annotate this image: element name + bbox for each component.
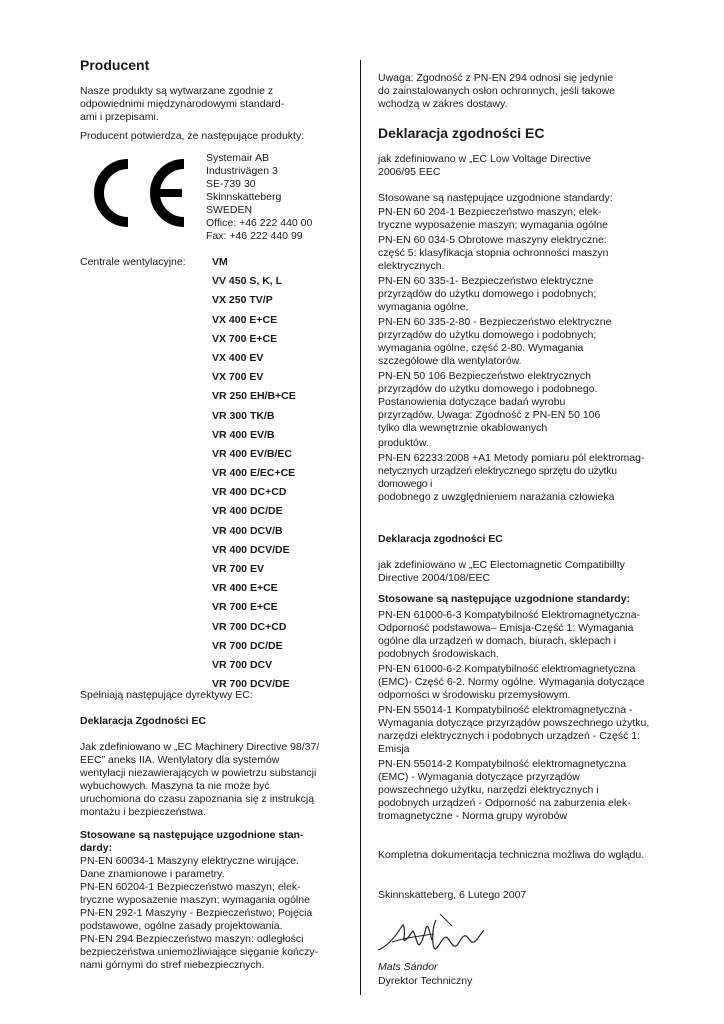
text-line: wchodzą w zakres dostawy.	[378, 98, 508, 110]
model-item: VR 400 E+CE	[212, 582, 278, 595]
text-line: podobnego z uwzględnieniem narażania człowieka	[378, 491, 615, 503]
standard-item	[378, 758, 668, 823]
producer-title: Producent	[80, 57, 150, 73]
text-line: przyrządów do użytku domowego i podobnych;	[378, 329, 597, 341]
model-item: VR 700 DCV	[212, 658, 273, 671]
model-item: VR 400 DCV/B	[212, 524, 283, 537]
text-line: produktów.	[378, 437, 429, 449]
model-item: VR 400 DC/DE	[212, 505, 283, 518]
text-line: Directive 2004/108/EEC	[378, 572, 491, 584]
text-line: PN-EN 61000-6-2 Kompatybilność elektromagnetyczna	[378, 663, 636, 675]
text-line: odpowiednimi międzynarodowymi standard-	[80, 98, 285, 110]
text-line: tryczne wyposażenie maszyn; wymagania ogólne	[80, 894, 310, 906]
lvd-standards-list	[378, 206, 668, 504]
text-line: PN-EN 60 204-1 Bezpieczeństwo maszyn; elek-	[378, 206, 602, 218]
place-date: Skinnskatteberg, 6 Lutego 2007	[378, 889, 527, 901]
text-line: ami i przepisami.	[80, 111, 159, 123]
text-line: PN-EN 50 106 Bezpieczeństwo elektrycznych	[378, 370, 592, 382]
model-item: VR 700 EV	[212, 563, 264, 575]
model-item: VX 400 E+CE	[212, 313, 278, 326]
text-line: Wymagania dotyczące przyrządów powszechnego użytku,	[378, 717, 650, 729]
standard-item	[378, 437, 668, 450]
text-line: Uwaga: Zgodność z PN-EN 294 odnosi się jedynie	[378, 72, 614, 84]
text-line: PN-EN 61000-6-3 Kompatybilność Elektromagnetyczna-	[378, 609, 641, 621]
model-item: VR 700 DCV/DE	[212, 678, 290, 691]
text-line: odporności w środowisku przemysłowym.	[378, 689, 571, 701]
text-line: tryczne wyposażenie maszyn; wymagania ogólne	[378, 219, 608, 231]
text-line: Stosowane są następujące uzgodnione stan-	[80, 829, 304, 841]
model-item: VR 700 E+CE	[212, 601, 278, 614]
text-line: EEC” aneks IIA. Wentylatory dla systemów	[80, 754, 280, 766]
text-line: powszechnego użytku, narzędzi elektrycznych i	[378, 784, 599, 796]
text-line: szczegółowe dla wentylatorów.	[378, 355, 522, 367]
text-line: PN-EN 60034-1 Maszyny elektryczne wirujące.	[80, 855, 299, 867]
text-line: nami górnymi do stref niebezpiecznych.	[80, 959, 265, 971]
address-line: Industrivägen 3	[206, 165, 278, 177]
text-line: wymagania ogólne.	[378, 301, 469, 313]
address-fax: Fax: +46 222 440 99	[206, 230, 303, 242]
text-line: narzędzi elektrycznych i podobnych urządzeń - Część 1:	[378, 730, 641, 742]
lvd-standards-heading: Stosowane są następujące uzgodnione standardy:	[378, 192, 613, 204]
text-line: jak zdefiniowano w „EC Low Voltage Directive	[378, 153, 592, 165]
text-line: tromagnetyczne - Norma grupy wyrobów	[378, 810, 568, 822]
model-list	[212, 256, 296, 697]
standard-item	[378, 609, 668, 661]
text-line: ogólne dla urządzeń w domach, biurach, sklepach i	[378, 635, 617, 647]
standard-item	[378, 370, 668, 435]
text-line: PN-EN 60 335-2-80 - Bezpieczeństwo elektryczne	[378, 316, 612, 328]
text-line: wentylacji niezawierających w powietrzu substancji	[80, 767, 317, 779]
text-line: dardy:	[80, 842, 113, 854]
documentation-note: Kompletna dokumentacja techniczna możliwa do wglądu.	[378, 849, 645, 861]
standards-heading	[80, 829, 342, 855]
text-line: Dane znamionowe i parametry.	[80, 868, 225, 880]
ce-mark-logo	[80, 158, 192, 228]
model-item: VR 700 DC+CD	[212, 620, 287, 633]
text-line: (EMC)- Część 6-2. Normy ogólne. Wymagania dotyczące	[378, 676, 645, 688]
address-line: SE-739 30	[206, 178, 256, 190]
emc-standards-heading: Stosowane są następujące uzgodnione standardy:	[378, 593, 631, 605]
model-item: VV 450 S, K, L	[212, 275, 283, 288]
model-item: VR 400 DC+CD	[212, 486, 287, 499]
standard-item	[378, 206, 668, 232]
standard-item	[378, 275, 668, 314]
text-line: PN-EN 55014-1 Kompatybilność elektromagnetyczna -	[378, 704, 633, 716]
text-line: przyrządów do użytku domowego i podobnych;	[378, 288, 597, 300]
text-line: bezpieczeństwa uniemożliwiające sięganie kończy-	[80, 946, 319, 958]
text-line: PN-EN 292-1 Maszyny - Bezpieczeństwo; Pojęcia	[80, 907, 313, 919]
standard-item	[378, 234, 668, 273]
text-line: część 5: klasyfikacja stopnia ochronności maszyn	[378, 247, 609, 259]
emc-declaration-title: Deklaracja zgodności EC	[378, 533, 503, 545]
text-line: przyrządów do użytku domowego i podobnego.	[378, 383, 598, 395]
text-line: netycznych urządzeń elektrycznego sprzętu do użytku domowego i	[378, 465, 617, 490]
text-line: wybuchowych. Maszyna ta nie może być	[80, 780, 270, 792]
signatory-name: Mats Sándor	[378, 961, 438, 973]
text-line: Emisja	[378, 743, 410, 755]
address-line: Skinnskatteberg	[206, 191, 282, 203]
producer-intro	[80, 85, 342, 124]
address-line: SWEDEN	[206, 204, 253, 216]
address-phone: Office: +46 222 440 00	[206, 217, 313, 229]
text-line: PN-EN 62233:2008 +A1 Metody pomiaru pól elektromag-	[378, 452, 645, 464]
lvd-text	[378, 153, 591, 179]
text-line: Postanowienia dotyczące badań wyrobu	[378, 396, 566, 408]
manufacturer-address	[206, 152, 312, 243]
model-item: VR 700 DC/DE	[212, 639, 283, 652]
units-label: Centrale wentylacyjne:	[80, 256, 186, 268]
text-line: tylko dla wewnętrznie okablowanych	[378, 422, 548, 434]
model-item: VX 700 E+CE	[212, 332, 278, 345]
model-item: VR 250 EH/B+CE	[212, 390, 296, 403]
standard-item	[378, 663, 668, 702]
declaration-title: Deklaracja Zgodności EC	[80, 715, 207, 727]
text-line: PN-EN 55014-2 Kompatybilność elektromagnetyczna	[378, 758, 627, 770]
column-divider	[360, 60, 361, 995]
standard-item	[378, 316, 668, 368]
address-line: Systemair AB	[206, 152, 270, 164]
text-line: Jak zdefiniowano w „EC Machinery Directive 98/37/	[80, 741, 320, 753]
text-line: PN-EN 294 Bezpieczeństwo maszyn: odległości	[80, 933, 304, 945]
text-line: Nasze produkty są wytwarzane zgodnie z	[80, 85, 274, 97]
directives-intro: Spełniają następujące dyrektywy EC:	[80, 689, 253, 701]
text-line: podstawowe, ogólne zasady projektowania.	[80, 920, 283, 932]
note-text	[378, 72, 678, 111]
machinery-directive-text	[80, 741, 342, 819]
producer-confirm: Producent potwierdza, że następujące produkty:	[80, 130, 305, 142]
text-line: (EMC) - Wymagania dotyczące przyrządów	[378, 771, 580, 783]
model-item: VX 250 TV/P	[212, 294, 273, 307]
text-line: podobnych urządzeń - Odporność na zaburzenia elek-	[378, 797, 631, 809]
text-line: Odporność podstawowa– Emisja-Część 1: Wymagania	[378, 622, 634, 634]
text-line: wymagania ogólne, część 2-80. Wymagania	[378, 342, 584, 354]
text-line: 2006/95 EEC	[378, 166, 441, 178]
text-line: PN-EN 60 034-5 Obrotowe maszyny elektryczne:	[378, 234, 607, 246]
model-item: VM	[212, 256, 228, 268]
text-line: elektrycznych.	[378, 260, 445, 272]
handwritten-signature	[374, 908, 494, 958]
text-line: PN-EN 60204-1 Bezpieczeństwo maszyn; elek-	[80, 881, 301, 893]
model-item: VR 300 TK/B	[212, 409, 275, 422]
ec-declaration-title: Deklaracja zgodności EC	[378, 125, 545, 141]
text-line: przyrządów. Uwaga: Zgodność z PN-EN 50 106	[378, 409, 601, 421]
emc-standards-list	[378, 609, 668, 823]
text-line: podobnych środowiskach.	[378, 648, 499, 660]
text-line: PN-EN 60 335-1- Bezpieczeństwo elektryczne	[378, 275, 594, 287]
text-line: montażu i bezpieczeństwa.	[80, 806, 207, 818]
text-line: do zainstalowanych osłon ochronnych, jeśli takowe	[378, 85, 615, 97]
standard-item	[378, 452, 668, 504]
standard-item	[378, 704, 668, 756]
model-item: VR 400 E/EC+CE	[212, 467, 296, 480]
model-item: VR 400 EV/B	[212, 428, 275, 441]
text-line: jak zdefiniowano w „EC Electomagnetic Compatibillty	[378, 559, 625, 571]
model-item: VX 400 EV	[212, 351, 264, 364]
emc-text	[378, 559, 625, 585]
model-item: VR 400 EV/B/EC	[212, 447, 292, 460]
signatory-title: Dyrektor Techniczny	[378, 975, 473, 987]
model-item: VX 700 EV	[212, 371, 264, 384]
machinery-standards-list	[80, 855, 342, 972]
text-line: uruchomiona do czasu zapoznania się z instrukcją	[80, 793, 315, 805]
model-item: VR 400 DCV/DE	[212, 543, 290, 556]
